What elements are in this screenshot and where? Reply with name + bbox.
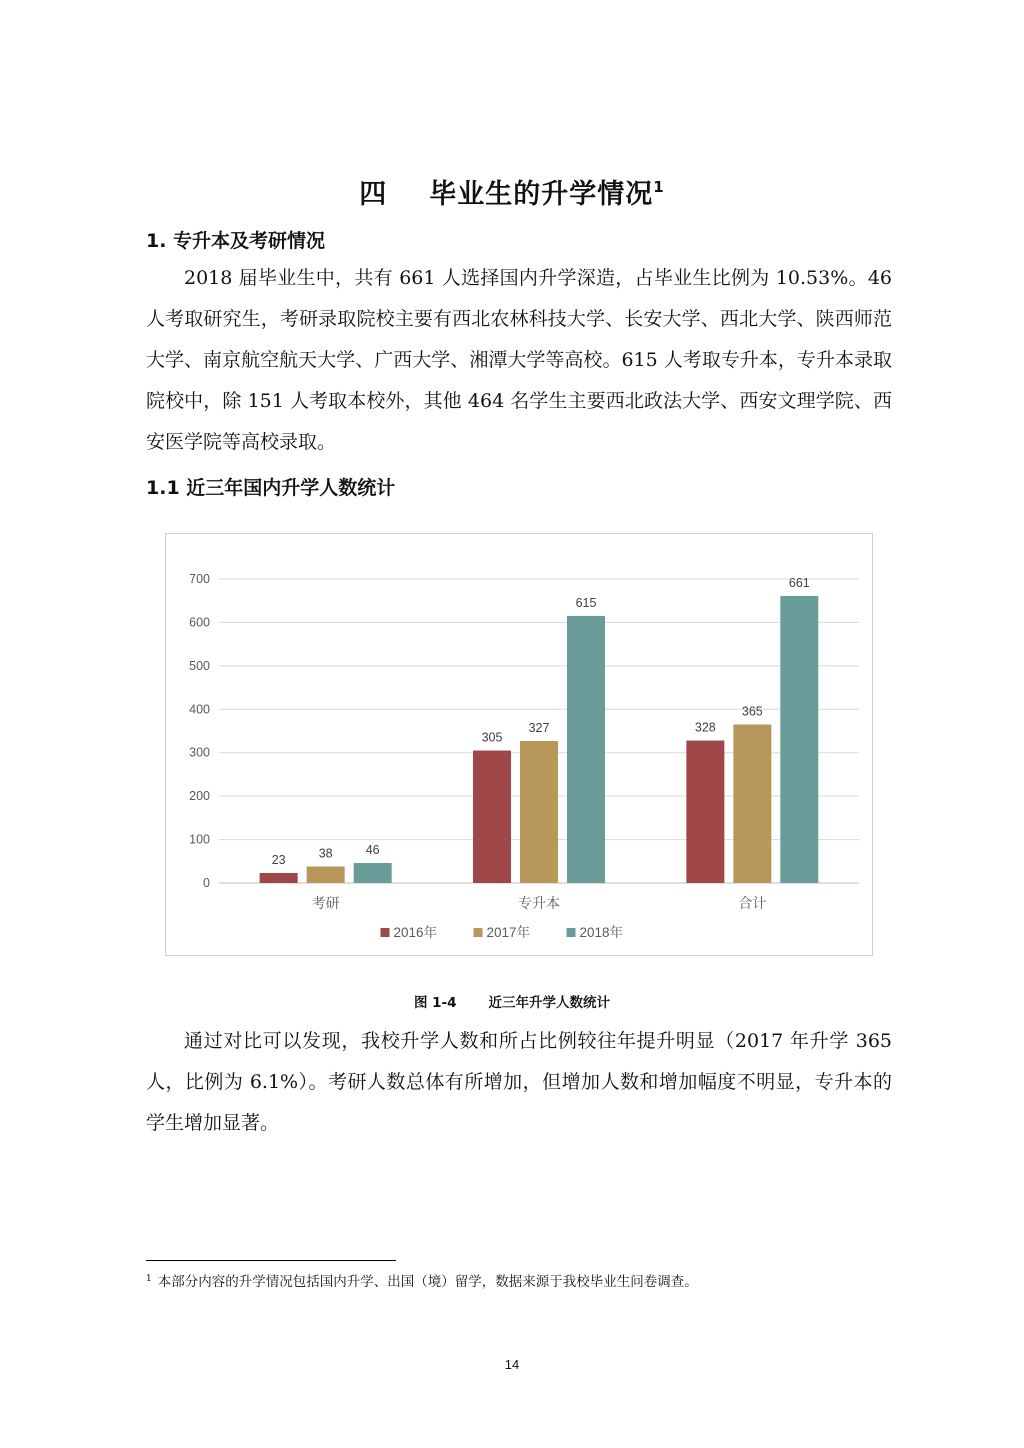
figure-number: 图 1-4 (413, 995, 457, 1011)
y-tick-label: 600 (189, 615, 210, 630)
footnote-text: 本部分内容的升学情况包括国内升学、出国（境）留学，数据来源于我校毕业生问卷调查。 (157, 1274, 698, 1290)
chart-canvas (166, 534, 874, 957)
y-tick-label: 0 (203, 876, 210, 890)
footnote-reference[interactable]: 1 (653, 178, 665, 196)
bar (733, 724, 771, 883)
data-label: 661 (788, 575, 810, 590)
legend-label: 2016年 (393, 925, 438, 940)
chapter-title-text: 毕业生的升学情况 (429, 179, 654, 210)
y-tick-label: 200 (189, 789, 210, 804)
data-label: 46 (365, 843, 380, 858)
body-paragraph: 通过对比可以发现，我校升学人数和所占比例较往年提升明显（2017 年升学 365 人，比例为 6.1%）。考研人数总体有所增加，但增加人数和增加幅度不明显，专升本的学生增加显著。 (146, 1030, 892, 1134)
page-number: 14 (504, 1357, 520, 1372)
bar (260, 873, 298, 883)
y-tick-label: 400 (189, 702, 210, 717)
footnote-separator (146, 1260, 396, 1261)
y-tick-label: 500 (189, 658, 210, 673)
legend-swatch (381, 928, 390, 937)
data-label: 38 (318, 846, 333, 861)
y-tick-label: 700 (189, 572, 210, 586)
bar (307, 866, 345, 883)
data-label: 305 (481, 730, 503, 745)
y-tick-label: 300 (189, 745, 210, 760)
section-heading: 1. 专升本及考研情况 (146, 230, 326, 252)
figure-caption (0, 991, 1024, 1011)
x-category-label: 考研 (311, 895, 340, 911)
bar (567, 616, 605, 883)
data-label: 23 (271, 853, 286, 868)
legend-label: 2017年 (486, 925, 531, 940)
bar (354, 863, 392, 883)
footnote (146, 1270, 698, 1290)
data-label: 327 (528, 720, 550, 735)
legend-swatch (567, 928, 576, 937)
legend-label: 2018年 (579, 925, 624, 940)
x-category-label: 合计 (738, 895, 767, 911)
chapter-title (0, 172, 1024, 211)
x-category-label: 专升本 (518, 895, 560, 911)
data-label: 365 (741, 704, 763, 719)
chapter-number: 四 (359, 179, 388, 210)
subsection-heading: 1.1 近三年国内升学人数统计 (146, 477, 396, 499)
y-tick-label: 100 (189, 832, 210, 847)
body-paragraph: 2018 届毕业生中，共有 661 人选择国内升学深造，占毕业生比例为 10.53%。46 人考取研究生，考研录取院校主要有西北农林科技大学、长安大学、西北大学、陕西师范大学、南京航空航天大学、广西大学、湘潭大学等高校。615 人考取专升本，专升本录取院校中，除 151 人考取本校外，其他 464 名学生主要西北政法大学、西安文理学院、西安医学院等高校录取。 (146, 267, 892, 453)
data-label: 328 (694, 720, 716, 735)
legend-swatch (474, 928, 483, 937)
bar (780, 596, 818, 883)
bar (520, 741, 558, 883)
figure-caption-text: 近三年升学人数统计 (488, 995, 611, 1011)
bar (473, 751, 511, 883)
footnote-mark: 1 (146, 1274, 152, 1284)
bar (686, 741, 724, 883)
data-label: 615 (575, 595, 597, 610)
bar-chart (165, 533, 873, 956)
